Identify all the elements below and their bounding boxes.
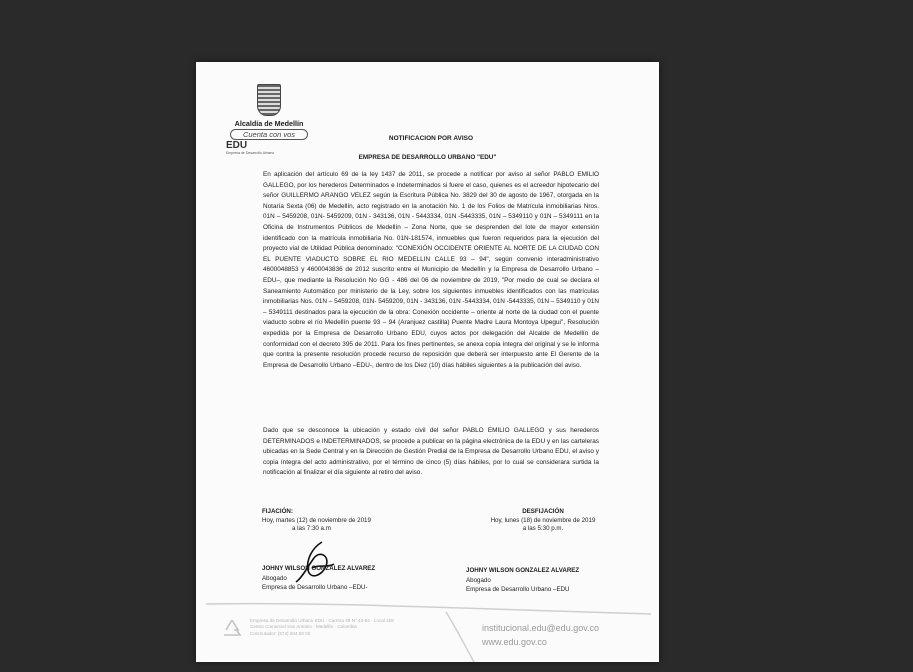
signer-right-name: JOHNY WILSON GONZALEZ ALVAREZ (466, 567, 580, 574)
fijacion-date: Hoy, martes (12) de noviembre de 2019 (262, 516, 371, 524)
logo-city: Alcaldía de Medellín (234, 119, 304, 128)
signer-left (262, 564, 375, 593)
footer-address-line-3: Conmutador: (574) 604 50 00 (250, 630, 311, 636)
footer-website: www.edu.gov.co (482, 637, 547, 647)
signer-left-name: JOHNY WILSON GONZALEZ ALVAREZ (262, 565, 376, 572)
footer-contact (482, 621, 599, 649)
logo-slogan: Cuenta con vos (230, 129, 308, 140)
footer-address (250, 618, 450, 637)
footer-email: institucional.edu@edu.gov.co (482, 623, 600, 633)
coat-of-arms-icon (257, 84, 281, 116)
desfijacion-block (478, 508, 608, 534)
document-subtitle: EMPRESA DE DESARROLLO URBANO "EDU" (358, 154, 497, 161)
footer-address-line-1: Empresa de Desarrollo Urbano EDU · Carrera 49 N° 44-94 · Local 158 (250, 618, 394, 623)
notice-paragraph-2: Dado que se desconoce la ubicación y estado civil del señor PABLO EMILIO GALLEGO y sus herederos DETERMINADOS e INDETERMINADOS, se procede a publicar en la página electrónica de la EDU y en las carteleras ubicadas en la Sede Central y en la Dirección de Gestión Predial de la Empresa de Desarrollo Urbano EDU, el aviso y copia íntegra del acto administrativo, por el término de cinco (5) días hábiles, por lo cual se considerara surtida la notificación al finalizar el día siguiente al retiro del aviso. (263, 427, 599, 477)
signer-right-role: Abogado (466, 576, 491, 584)
recycle-icon (220, 617, 244, 641)
desfijacion-heading: DESFIJACIÓN (522, 508, 564, 515)
logo-org: EDU (226, 140, 248, 151)
document-title: NOTIFICACION POR AVISO (388, 135, 474, 142)
logo-org-sub: Empresa de Desarrollo Urbano (226, 151, 275, 155)
signer-right (466, 566, 579, 595)
fijacion-heading: FIJACIÓN: (262, 508, 293, 515)
document-page (196, 62, 659, 662)
desfijacion-date: Hoy, lunes (18) de noviembre de 2019 (490, 516, 596, 524)
footer-address-line-2: Centro Comercial San Antonio · Medellín · Colombia (250, 624, 357, 630)
fijacion-block (262, 508, 422, 534)
signer-left-role: Abogado (262, 574, 287, 582)
signer-right-org: Empresa de Desarrollo Urbano –EDU (466, 586, 570, 593)
notice-paragraph-1: En aplicación del artículo 69 de la ley 1437 de 2011, se procede a notificar por aviso al señor PABLO EMILIO GALLEGO, por los herederos Determinados e Indeterminados si fuere el caso, quienes es el acreedor hipotecario del señor GUILLERMO ARANGO VELEZ según la Escritura Pública No. 3829 del 30 de agosto de 1967, otorgada en la Notaría Sexta (06) de Medellín, acto registrado en la anotación No. 1 de los Folios de Matrícula inmobiliarias Nros. 01N – 5459208, 01N- 5459209, 01N - 343136, 01N - 5443334, 01N -5443335, 01N – 5349110 y 01N – 5349111 en la Oficina de Instrumentos Públicos de Medellín – Zona Norte, que se desprenden del lote de mayor extensión identificado con la matrícula inmobiliaria No. 01N-181574, inmuebles que fueron requeridos para la ejecución del proyecto vial de Utilidad Pública denominado: "CONEXIÓN OCCIDENTE ORIENTE AL NORTE DE LA CIUDAD CON EL PUENTE VIADUCTO SOBRE EL RIO MEDELLIN CALLE 93 – 94", según convenio interadministrativo 4600048853 y 4600043836 de 2012 suscrito entre el Municipio de Medellín y la Empresa de Desarrollo Urbano –EDU–, que mediante la Resolución No GG - 486 del 06 de noviembre de 2019, "Por medio de cual se declara el Saneamiento Automático por ministerio de la Ley, sobre los siguientes inmuebles identificados con las matrículas inmobiliarias Nos. 01N – 5459208, 01N- 5459209, 01N - 343136, 01N -5443334, 01N -5443335, 01N – 5349110 y 01N – 5349111 destinados para la ejecución de la obra: Conexión occidente – oriente al norte de la ciudad con el puente viaducto sobre el río Medellín puente 93 – 94 (Aranjuez castilla) Puente Madre Laura Montoya Upegui", Resolución expedida por la Empresa de Desarrollo Urbano EDU, cuyos actos por delegación del Alcalde de Medellín de conformidad con el decreto 395 de 2011. Para los fines pertinentes, se anexa copia íntegra del original y se le informa que contra la presente resolución procede recurso de reposición que deberá ser interpuesto ante El Gerente de la Empresa de Desarrollo Urbano –EDU-, dentro de los Diez (10) días hábiles siguientes a la publicación del aviso. (263, 171, 599, 369)
signer-left-org: Empresa de Desarrollo Urbano –EDU- (262, 584, 368, 591)
footer-divider (206, 602, 651, 616)
fijacion-time: a las 7:30 a.m (292, 525, 331, 533)
footer-arc-graphic (442, 610, 482, 662)
alcaldia-logo (224, 84, 314, 155)
desfijacion-time: a las 5:30 p.m. (522, 525, 564, 533)
